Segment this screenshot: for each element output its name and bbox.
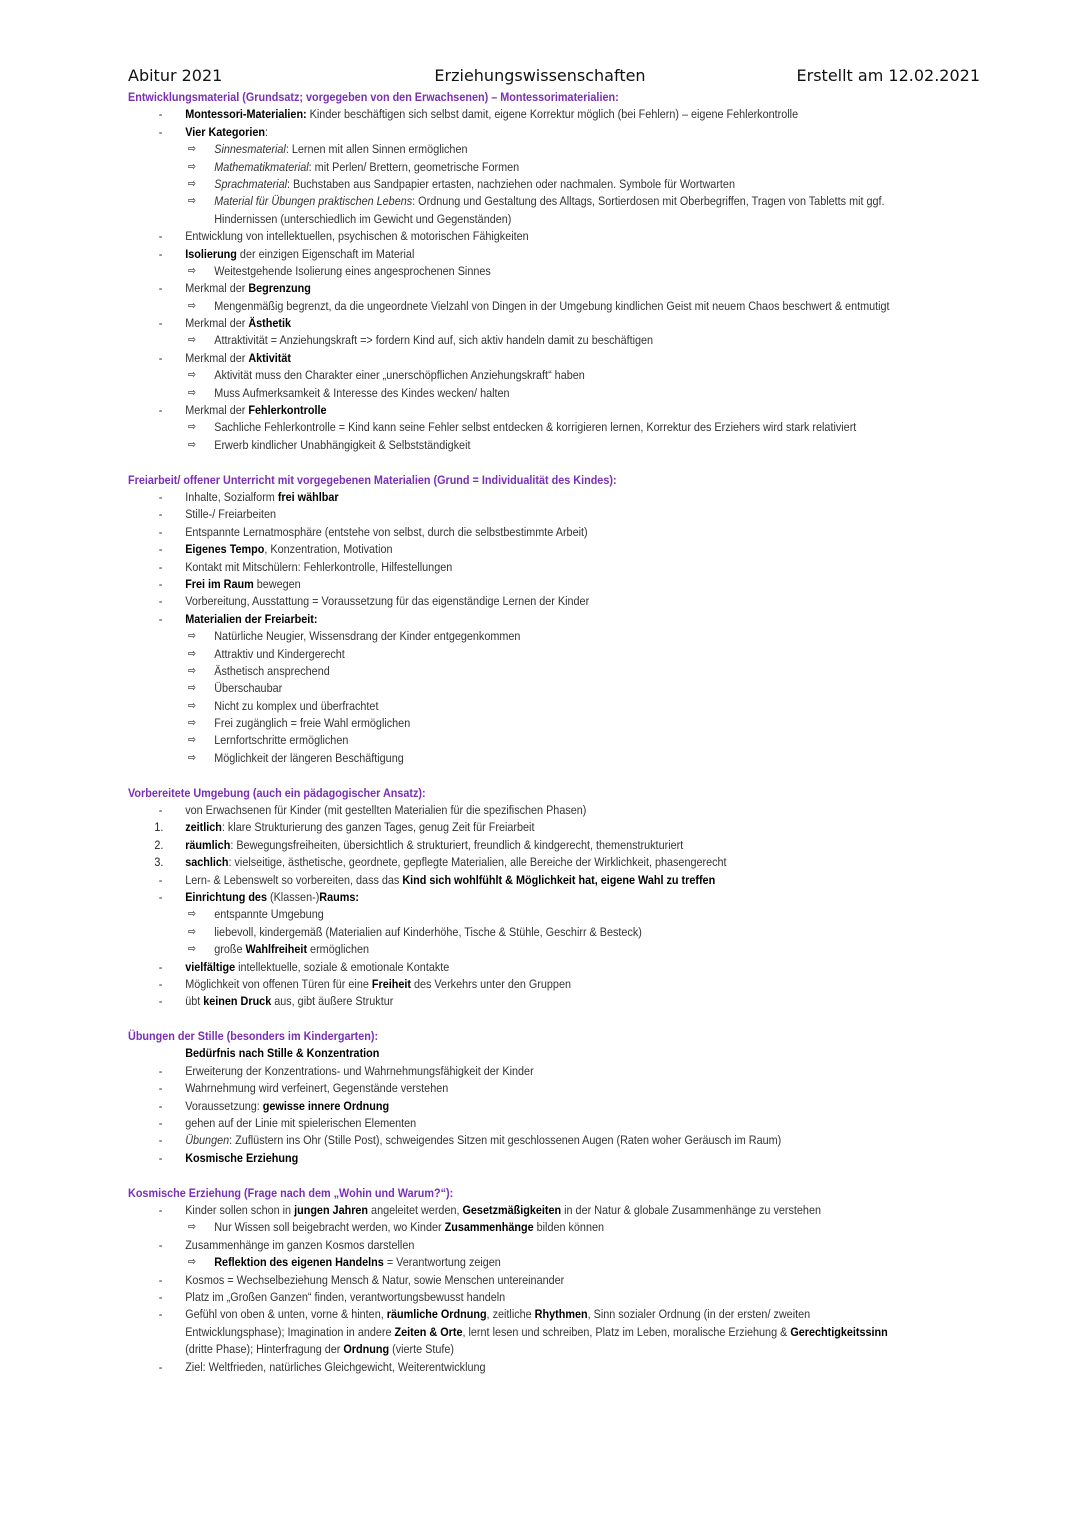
arrow-item: ⇨ entspannte Umgebung [128, 906, 867, 923]
arrow-icon: ⇨ [187, 421, 196, 434]
bullet-item: - Vorbereitung, Ausstattung = Voraussetzung für das eigenständige Lernen der Kinder [128, 593, 867, 610]
arrow-icon: ⇨ [187, 369, 196, 382]
bullet-item: - Entwicklung von intellektuellen, psychischen & motorischen Fähigkeiten [128, 228, 867, 245]
arrow-icon: ⇨ [187, 664, 196, 677]
dash-marker: - [158, 1133, 163, 1148]
dash-marker: - [158, 576, 163, 591]
section-heading: Kosmische Erziehung (Frage nach dem „Wohin und Warum?“): [128, 1185, 454, 1200]
bullet-item: - Montessori-Materialien: Kinder beschäftigen sich selbst damit, eigene Korrektur möglich (bei Fehlern) – eigene Fehlerkontrolle [128, 106, 867, 123]
arrow-icon: ⇨ [187, 751, 196, 764]
number-marker: 3. [154, 855, 164, 870]
bullet-item: - Isolierung der einzigen Eigenschaft im Material [128, 246, 867, 263]
bullet-item: - Gefühl von oben & unten, vorne & hinten, räumliche Ordnung, zeitliche Rhythmen, Sinn sozialer Ordnung (in der ersten/ zweiten [128, 1306, 867, 1323]
dash-marker: - [158, 316, 163, 331]
arrow-item: ⇨ Attraktiv und Kindergerecht [128, 646, 867, 663]
dash-marker: - [158, 124, 163, 139]
arrow-item: ⇨ Sachliche Fehlerkontrolle = Kind kann seine Fehler selbst entdecken & korrigieren lernen, Korrektur des Erziehers wird stark relativiert [128, 419, 867, 436]
dash-marker: - [158, 107, 163, 122]
dash-marker: - [158, 994, 163, 1009]
bullet-item: - Kinder sollen schon in jungen Jahren angeleitet werden, Gesetzmäßigkeiten in der Natur & globale Zusammenhänge zu verstehen [128, 1202, 867, 1219]
arrow-item: ⇨ Aktivität muss den Charakter einer „unerschöpflichen Anziehungskraft“ haben [128, 367, 867, 384]
header-date: Erstellt am 12.02.2021 [796, 66, 980, 85]
bullet-item: - gehen auf der Linie mit spielerischen Elementen [128, 1115, 867, 1132]
section-heading: Entwicklungsmaterial (Grundsatz; vorgegeben von den Erwachsenen) – Montessorimaterialien: [128, 90, 619, 104]
spacer [128, 1167, 968, 1184]
arrow-icon: ⇨ [187, 386, 196, 399]
dash-marker: - [158, 350, 163, 365]
bullet-item: - Vier Kategorien: [128, 124, 867, 141]
dash-marker: - [158, 246, 163, 261]
dash-marker: - [158, 594, 163, 609]
arrow-icon: ⇨ [187, 925, 196, 938]
arrow-item: ⇨ Reflektion des eigenen Handelns = Verantwortung zeigen [128, 1254, 867, 1271]
bullet-item: - Erweiterung der Konzentrations- und Wahrnehmungsfähigkeit der Kinder [128, 1063, 867, 1080]
arrow-item: ⇨ Sprachmaterial: Buchstaben aus Sandpapier ertasten, nachziehen oder nachmalen. Symbole für Wortwarten [128, 176, 867, 193]
bullet-item: - Eigenes Tempo, Konzentration, Motivation [128, 541, 867, 558]
bullet-item: - Ziel: Weltfrieden, natürliches Gleichgewicht, Weiterentwicklung [128, 1359, 867, 1376]
arrow-item: ⇨ Erwerb kindlicher Unabhängigkeit & Selbstständigkeit [128, 437, 867, 454]
bullet-item: - Übungen: Zuflüstern ins Ohr (Stille Post), schweigendes Sitzen mit geschlossenen Augen (Raten woher Geräusch im Raum) [128, 1132, 867, 1149]
arrow-icon: ⇨ [187, 699, 196, 712]
bullet-item: - Kontakt mit Mitschülern: Fehlerkontrolle, Hilfestellungen [128, 559, 867, 576]
arrow-item: ⇨ große Wahlfreiheit ermöglichen [128, 941, 867, 958]
arrow-icon: ⇨ [187, 1221, 196, 1234]
bullet-item: - Lern- & Lebenswelt so vorbereiten, dass das Kind sich wohlfühlt & Möglichkeit hat, eigene Wahl zu treffen [128, 872, 867, 889]
continuation-line: Hindernissen (unterschiedlich im Gewicht und Gegenständen) [214, 211, 512, 226]
number-marker: 2. [154, 837, 164, 852]
bullet-item: - Stille-/ Freiarbeiten [128, 506, 867, 523]
arrow-icon: ⇨ [187, 177, 196, 190]
arrow-icon: ⇨ [187, 717, 196, 730]
arrow-icon: ⇨ [187, 1256, 196, 1269]
arrow-icon: ⇨ [187, 647, 196, 660]
arrow-item: ⇨ Lernfortschritte ermöglichen [128, 732, 867, 749]
section-heading: Vorbereitete Umgebung (auch ein pädagogischer Ansatz): [128, 785, 426, 800]
bullet-item: - Frei im Raum bewegen [128, 576, 867, 593]
spacer [128, 454, 968, 471]
arrow-icon: ⇨ [187, 734, 196, 747]
arrow-icon: ⇨ [187, 160, 196, 173]
dash-marker: - [158, 803, 163, 818]
section-heading: Übungen der Stille (besonders im Kindergarten): [128, 1029, 379, 1044]
spacer [128, 767, 968, 784]
bullet-item: - Einrichtung des (Klassen-)Raums: [128, 889, 867, 906]
notes-body [128, 89, 968, 1376]
dash-marker: - [158, 281, 163, 296]
dash-marker: - [158, 524, 163, 539]
bullet-item: - Kosmische Erziehung [128, 1150, 867, 1167]
continuation-line: Entwicklungsphase); Imagination in andere Zeiten & Orte, lernt lesen und schreiben, Platz im Leben, moralische Erziehung & Gerechtigkeitssinn [185, 1324, 888, 1339]
spacer [128, 1011, 968, 1028]
dash-marker: - [158, 976, 163, 991]
bullet-item: - Merkmal der Ästhetik [128, 315, 867, 332]
numbered-item: 1. zeitlich: klare Strukturierung des ganzen Tages, genug Zeit für Freiarbeit [128, 819, 867, 836]
bullet-item: - Merkmal der Aktivität [128, 350, 867, 367]
bullet-item: - Zusammenhänge im ganzen Kosmos darstellen [128, 1237, 867, 1254]
arrow-icon: ⇨ [187, 264, 196, 277]
dash-marker: - [158, 1116, 163, 1131]
dash-marker: - [158, 1063, 163, 1078]
numbered-item: 2. räumlich: Bewegungsfreiheiten, übersichtlich & strukturiert, freundlich & kindgerecht, themenstrukturiert [128, 837, 867, 854]
arrow-icon: ⇨ [187, 908, 196, 921]
numbered-item: 3. sachlich: vielseitige, ästhetische, geordnete, gepflegte Materialien, alle Bereiche der Wirklichkeit, phasengerecht [128, 854, 867, 871]
arrow-icon: ⇨ [187, 630, 196, 643]
dash-marker: - [158, 559, 163, 574]
section-heading: Freiarbeit/ offener Unterricht mit vorgegebenen Materialien (Grund = Individualität des Kindes): [128, 472, 617, 487]
dash-marker: - [158, 1307, 163, 1322]
bullet-item: - Kosmos = Wechselbeziehung Mensch & Natur, sowie Menschen untereinander [128, 1272, 867, 1289]
arrow-item: ⇨ Möglichkeit der längeren Beschäftigung [128, 750, 867, 767]
arrow-item: ⇨ Überschaubar [128, 680, 867, 697]
bullet-item: - Inhalte, Sozialform frei wählbar [128, 489, 867, 506]
dash-marker: - [158, 542, 163, 557]
dash-marker: - [158, 1359, 163, 1374]
arrow-icon: ⇨ [187, 143, 196, 156]
arrow-item: ⇨ Material für Übungen praktischen Lebens: Ordnung und Gestaltung des Alltags, Sortierdosen mit Oberbegriffen, Tragen von Tabletts mit ggf. [128, 193, 867, 210]
bullet-item: - Möglichkeit von offenen Türen für eine Freiheit des Verkehrs unter den Gruppen [128, 976, 867, 993]
arrow-item: ⇨ Weitestgehende Isolierung eines angesprochenen Sinnes [128, 263, 867, 280]
bullet-item: - Merkmal der Begrenzung [128, 280, 867, 297]
arrow-item: ⇨ Nur Wissen soll beigebracht werden, wo Kinder Zusammenhänge bilden können [128, 1219, 867, 1236]
arrow-item: ⇨ Natürliche Neugier, Wissensdrang der Kinder entgegenkommen [128, 628, 867, 645]
bullet-item: - Entspannte Lernatmosphäre (entstehe von selbst, durch die selbstbestimmte Arbeit) [128, 524, 867, 541]
bullet-item: - von Erwachsenen für Kinder (mit gestellten Materialien für die spezifischen Phasen) [128, 802, 867, 819]
arrow-item: ⇨ liebevoll, kindergemäß (Materialien auf Kinderhöhe, Tische & Stühle, Geschirr & Besteck) [128, 924, 867, 941]
dash-marker: - [158, 959, 163, 974]
arrow-item: ⇨ Mengenmäßig begrenzt, da die ungeordnete Vielzahl von Dingen in der Umgebung kindlichen Geist mit neuem Chaos beschwert & entmutigt [128, 298, 867, 315]
dash-marker: - [158, 1272, 163, 1287]
dash-marker: - [158, 403, 163, 418]
arrow-item: ⇨ Attraktivität = Anziehungskraft => fordern Kind auf, sich aktiv handeln damit zu beschäftigen [128, 332, 867, 349]
arrow-item: ⇨ Muss Aufmerksamkeit & Interesse des Kindes wecken/ halten [128, 385, 867, 402]
arrow-icon: ⇨ [187, 195, 196, 208]
bullet-item: - Platz im „Großen Ganzen“ finden, verantwortungsbewusst handeln [128, 1289, 867, 1306]
continuation-line: (dritte Phase); Hinterfragung der Ordnung (vierte Stufe) [185, 1342, 455, 1357]
bullet-item: - vielfältige intellektuelle, soziale & emotionale Kontakte [128, 959, 867, 976]
dash-marker: - [158, 872, 163, 887]
header-subject: Erziehungswissenschaften [434, 66, 646, 85]
bullet-item: - Wahrnehmung wird verfeinert, Gegenstände verstehen [128, 1080, 867, 1097]
arrow-icon: ⇨ [187, 299, 196, 312]
arrow-item: ⇨ Nicht zu komplex und überfrachtet [128, 698, 867, 715]
dash-marker: - [158, 1289, 163, 1304]
header-exam: Abitur 2021 [128, 66, 223, 85]
bullet-item: - Voraussetzung: gewisse innere Ordnung [128, 1098, 867, 1115]
dash-marker: - [158, 611, 163, 626]
arrow-icon: ⇨ [187, 943, 196, 956]
dash-marker: - [158, 1081, 163, 1096]
plain-item: Bedürfnis nach Stille & Konzentration [185, 1046, 380, 1061]
bullet-item: - Merkmal der Fehlerkontrolle [128, 402, 867, 419]
arrow-icon: ⇨ [187, 334, 196, 347]
dash-marker: - [158, 1237, 163, 1252]
number-marker: 1. [154, 820, 164, 835]
arrow-item: ⇨ Mathematikmaterial: mit Perlen/ Brettern, geometrische Formen [128, 159, 867, 176]
bullet-item: - übt keinen Druck aus, gibt äußere Struktur [128, 993, 867, 1010]
arrow-item: ⇨ Sinnesmaterial: Lernen mit allen Sinnen ermöglichen [128, 141, 867, 158]
arrow-icon: ⇨ [187, 438, 196, 451]
dash-marker: - [158, 889, 163, 904]
arrow-icon: ⇨ [187, 682, 196, 695]
dash-marker: - [158, 229, 163, 244]
dash-marker: - [158, 1098, 163, 1113]
arrow-item: ⇨ Frei zugänglich = freie Wahl ermöglichen [128, 715, 867, 732]
dash-marker: - [158, 1203, 163, 1217]
arrow-item: ⇨ Ästhetisch ansprechend [128, 663, 867, 680]
dash-marker: - [158, 1150, 163, 1165]
bullet-item: - Materialien der Freiarbeit: [128, 611, 867, 628]
dash-marker: - [158, 507, 163, 522]
dash-marker: - [158, 489, 163, 504]
